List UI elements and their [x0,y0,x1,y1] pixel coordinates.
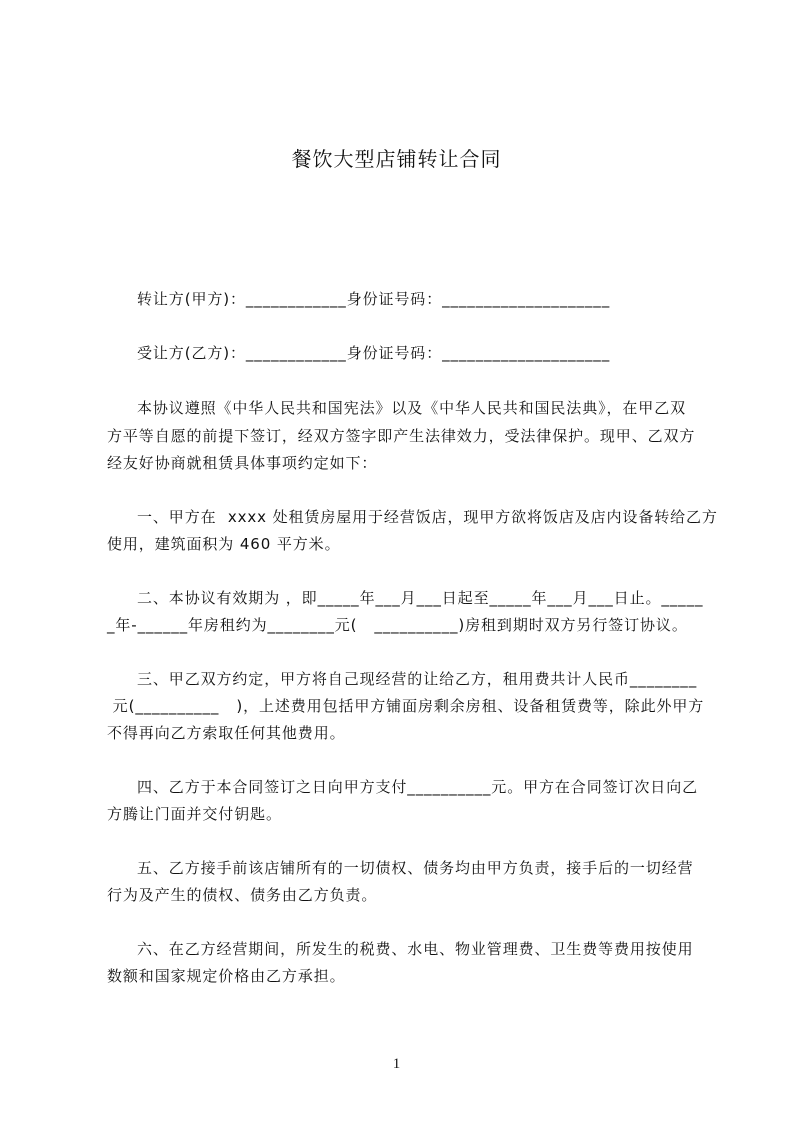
paragraph-4-line: 三、甲乙双方约定，甲方将自己现经营的让给乙方，租用费共计人民币________ [137,670,698,688]
paragraph-7-line: 六、在乙方经营期间，所发生的税费、水电、物业管理费、卫生费等费用按使用 [137,940,694,958]
page-number: 1 [392,1056,401,1072]
document-title: 餐饮大型店铺转让合同 [291,147,502,171]
paragraph-3-line: _年-______年房租约为________元( __________)房租到期时双方另行签订协议。 [107,616,688,634]
paragraph-5-line: 方腾让门面并交付钥匙。 [107,805,282,823]
paragraph-2-line: 一、甲方在 xxxx 处租赁房屋用于经营饭店，现甲方欲将饭店及店内设备转给乙方 [137,508,718,526]
paragraph-4-line: 不得再向乙方索取任何其他费用。 [107,724,346,742]
paragraph-2-line: 使用，建筑面积为 460 平方米。 [107,535,341,553]
paragraph-5-line: 四、乙方于本合同签订之日向甲方支付__________元。甲方在合同签订次日向乙 [137,778,699,796]
paragraph-6-line: 行为及产生的债权、债务由乙方负责。 [107,886,378,904]
paragraph-3-line: 二、本协议有效期为 ，即_____年___月___日起至_____年___月___日止。_____ [137,589,704,607]
party-a-line: 转让方(甲方)：____________身份证号码：____________________ [137,290,611,308]
paragraph-6-line: 五、乙方接手前该店铺所有的一切债权、债务均由甲方负责，接手后的一切经营 [137,859,694,877]
paragraph-1-line: 方平等自愿的前提下签订，经双方签字即产生法律效力，受法律保护。现甲、乙双方 [107,427,696,445]
paragraph-4-line: 元(__________ )，上述费用包括甲方铺面房剩余房租、设备租赁费等，除此外甲方 [107,697,705,715]
party-b-line: 受让方(乙方)：____________身份证号码：____________________ [137,344,611,362]
paragraph-1-line: 本协议遵照《中华人民共和国宪法》以及《中华人民共和国民法典》，在甲乙双 [137,399,687,417]
paragraph-1-line: 经友好协商就租赁具体事项约定如下： [107,454,378,472]
paragraph-7-line: 数额和国家规定价格由乙方承担。 [107,967,346,985]
